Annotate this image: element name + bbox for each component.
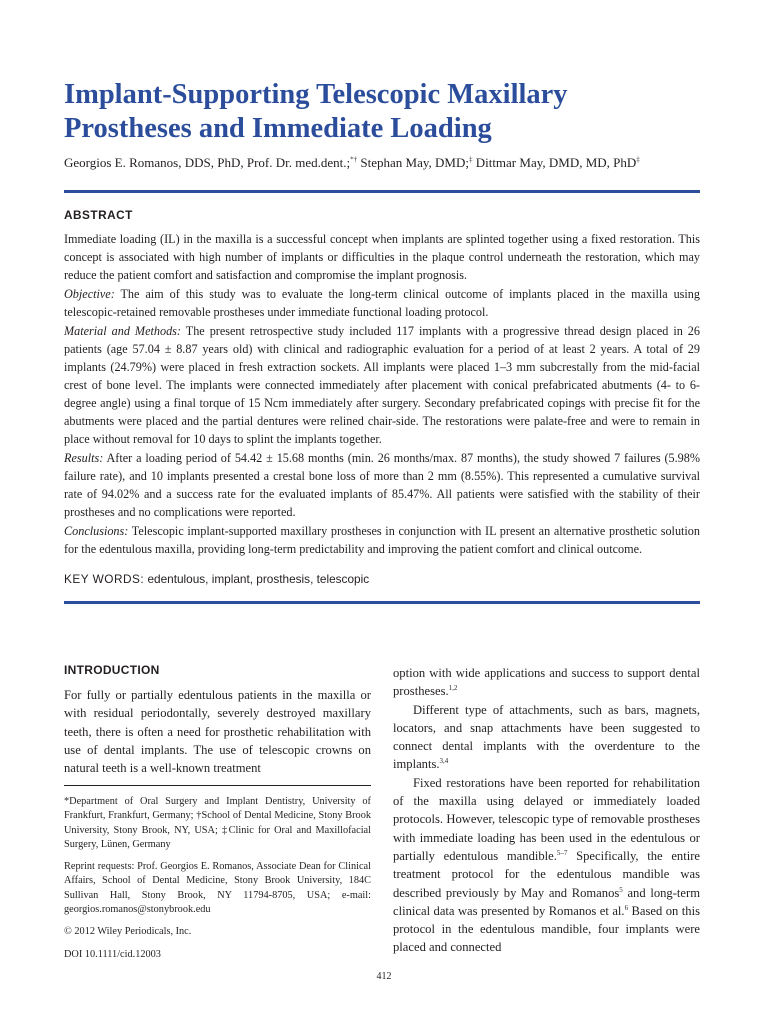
citation-ref: 5–7 [556, 848, 568, 857]
paragraph-text: Fixed restorations have been reported for rehabilitation of the maxilla using delayed or immediately loaded protocols. However, telescopic type of removable prostheses with immediate loading has been used in the edentulous or partially edentulous mandible. [393, 775, 700, 863]
left-column [64, 662, 371, 777]
author-2: Stephan May, DMD; [357, 155, 469, 170]
author-list [64, 154, 714, 172]
abstract-heading: ABSTRACT [64, 208, 133, 222]
footnote-reprint-requests: Reprint requests: Prof. Georgios E. Romanos, Associate Dean for Clinical Affairs, School of Dental Medicine, Stony Brook University, 184C Sullivan Hall, Stony Brook, NY 11794-8705, USA; e-mail: georgios.romanos@stonybrook.edu [64, 861, 371, 916]
page-number: 412 [376, 971, 392, 982]
objective-text: The aim of this study was to evaluate the long-term clinical outcome of implants placed in the maxilla using telescopic-retained removable prostheses under immediate functional loading protocol. [64, 287, 700, 319]
introduction-paragraph-1-continued [393, 664, 700, 701]
results-text: After a loading period of 54.42 ± 15.68 months (min. 26 months/max. 87 months), the study showed 7 failures (5.98% failure rate), and 10 implants presented a crestal bone loss of more than 2 mm (8.55%). This represented a cumulative survival rate of 94.02% and a success rate for the evaluated implants of 85.47%. All patients were satisfied with the stability of their prostheses and no complications were reported. [64, 451, 700, 519]
author-3: Dittmar May, DMD, MD, PhD [472, 155, 637, 170]
citation-ref: 5 [619, 885, 623, 894]
abstract-body [64, 230, 700, 559]
introduction-paragraph-1: For fully or partially edentulous patients in the maxilla or with residual periodontally, severely destroyed maxillary teeth, there is often a need for prosthetic rehabilitation with use of dental implants. The use of telescopic crowns on natural teeth is a well-known treatment [64, 688, 371, 776]
author-1-affiliation-marks: *† [350, 155, 358, 164]
keywords-text: edentulous, implant, prosthesis, telescopic [144, 572, 370, 586]
title-line-2: Prostheses and Immediate Loading [64, 113, 492, 144]
methods-text: The present retrospective study included 117 implants with a progressive thread design placed in 26 patients (age 57.04 ± 8.87 years old) with clinical and radiographic evaluation for a period of at least 2 years. A total of 29 implants (24.79%) were placed in fresh extraction sockets. All implants were placed 1–3 mm subcrestally from the mid-facial crest of bone level. The implants were connected immediately after placement with conical prefabricated abutments (4- to 6-degree angle) using a final torque of 15 Ncm immediately after surgery. Secondary prefabricated copings with precise fit for the abutments were placed and the partial dentures were relined chair-side. The restorations were palate-free and were to remain in place without removal for 10 days to splint the implants together. [64, 324, 700, 446]
introduction-paragraph-3 [393, 774, 700, 957]
abstract-top-rule [64, 190, 700, 193]
keywords-label: KEY WORDS: [64, 572, 145, 586]
results-label: Results: [64, 451, 104, 465]
abstract-bottom-rule [64, 601, 700, 604]
footnote-doi: DOI 10.1111/cid.12003 [64, 948, 161, 960]
objective-label: Objective: [64, 287, 115, 301]
paragraph-text: and long-term clinical data was presented by Romanos et al. [393, 885, 700, 918]
conclusions-label: Conclusions: [64, 524, 129, 538]
paragraph-text: Based on this protocol in the edentulous mandible, four implants were placed and connected [393, 903, 700, 955]
citation-ref: 1,2 [448, 684, 458, 693]
citation-ref: 6 [624, 903, 629, 912]
paragraph-text: Different type of attachments, such as bars, magnets, locators, and snap attachments have been suggested to connect dental implants with the overdenture to the implants. [393, 702, 700, 772]
abstract-intro: Immediate loading (IL) in the maxilla is a successful concept when implants are splinted together using a fixed restoration. This concept is associated with high number of implants or difficulties in the plaque control underneath the restoration, which may reduce the patient comfort and satisfaction and compromise the implant prognosis. [64, 232, 700, 282]
citation-ref: 3,4 [439, 757, 449, 766]
introduction-heading: INTRODUCTION [64, 663, 160, 677]
author-3-affiliation-marks: ‡ [636, 155, 640, 164]
article-title [64, 78, 724, 146]
paragraph-text: Specifically, the entire treatment protocol for the edentulous mandible was described previously by May and Romanos [393, 848, 700, 900]
abstract-conclusions [64, 522, 700, 558]
abstract-methods [64, 322, 700, 448]
footnote-divider [64, 785, 371, 786]
title-line-1: Implant-Supporting Telescopic Maxillary [64, 79, 568, 110]
footnotes [64, 795, 371, 970]
abstract-results [64, 449, 700, 521]
abstract-objective [64, 285, 700, 321]
author-1: Georgios E. Romanos, DDS, PhD, Prof. Dr. med.dent.; [64, 155, 351, 170]
keywords [64, 571, 700, 587]
author-2-affiliation-marks: ‡ [468, 155, 473, 164]
conclusions-text: Telescopic implant-supported maxillary prostheses in conjunction with IL present an alternative prosthetic solution for the edentulous maxilla, providing long-term predictability and improving the patient comfort and clinical outcome. [64, 524, 700, 556]
methods-label: Material and Methods: [64, 324, 181, 338]
introduction-paragraph-2 [393, 701, 700, 774]
footnote-copyright: © 2012 Wiley Periodicals, Inc. [64, 926, 192, 938]
footnote-affiliations: *Department of Oral Surgery and Implant Dentistry, University of Frankfurt, Frankfurt, Germany; †School of Dental Medicine, Stony Brook University, Stony Brook, NY, USA; ‡Clinic for Oral and Maxillofacial Surgery, Lünen, Germany [64, 796, 371, 850]
right-column [393, 664, 700, 957]
paragraph-text: option with wide applications and success to support dental prostheses. [393, 666, 700, 699]
